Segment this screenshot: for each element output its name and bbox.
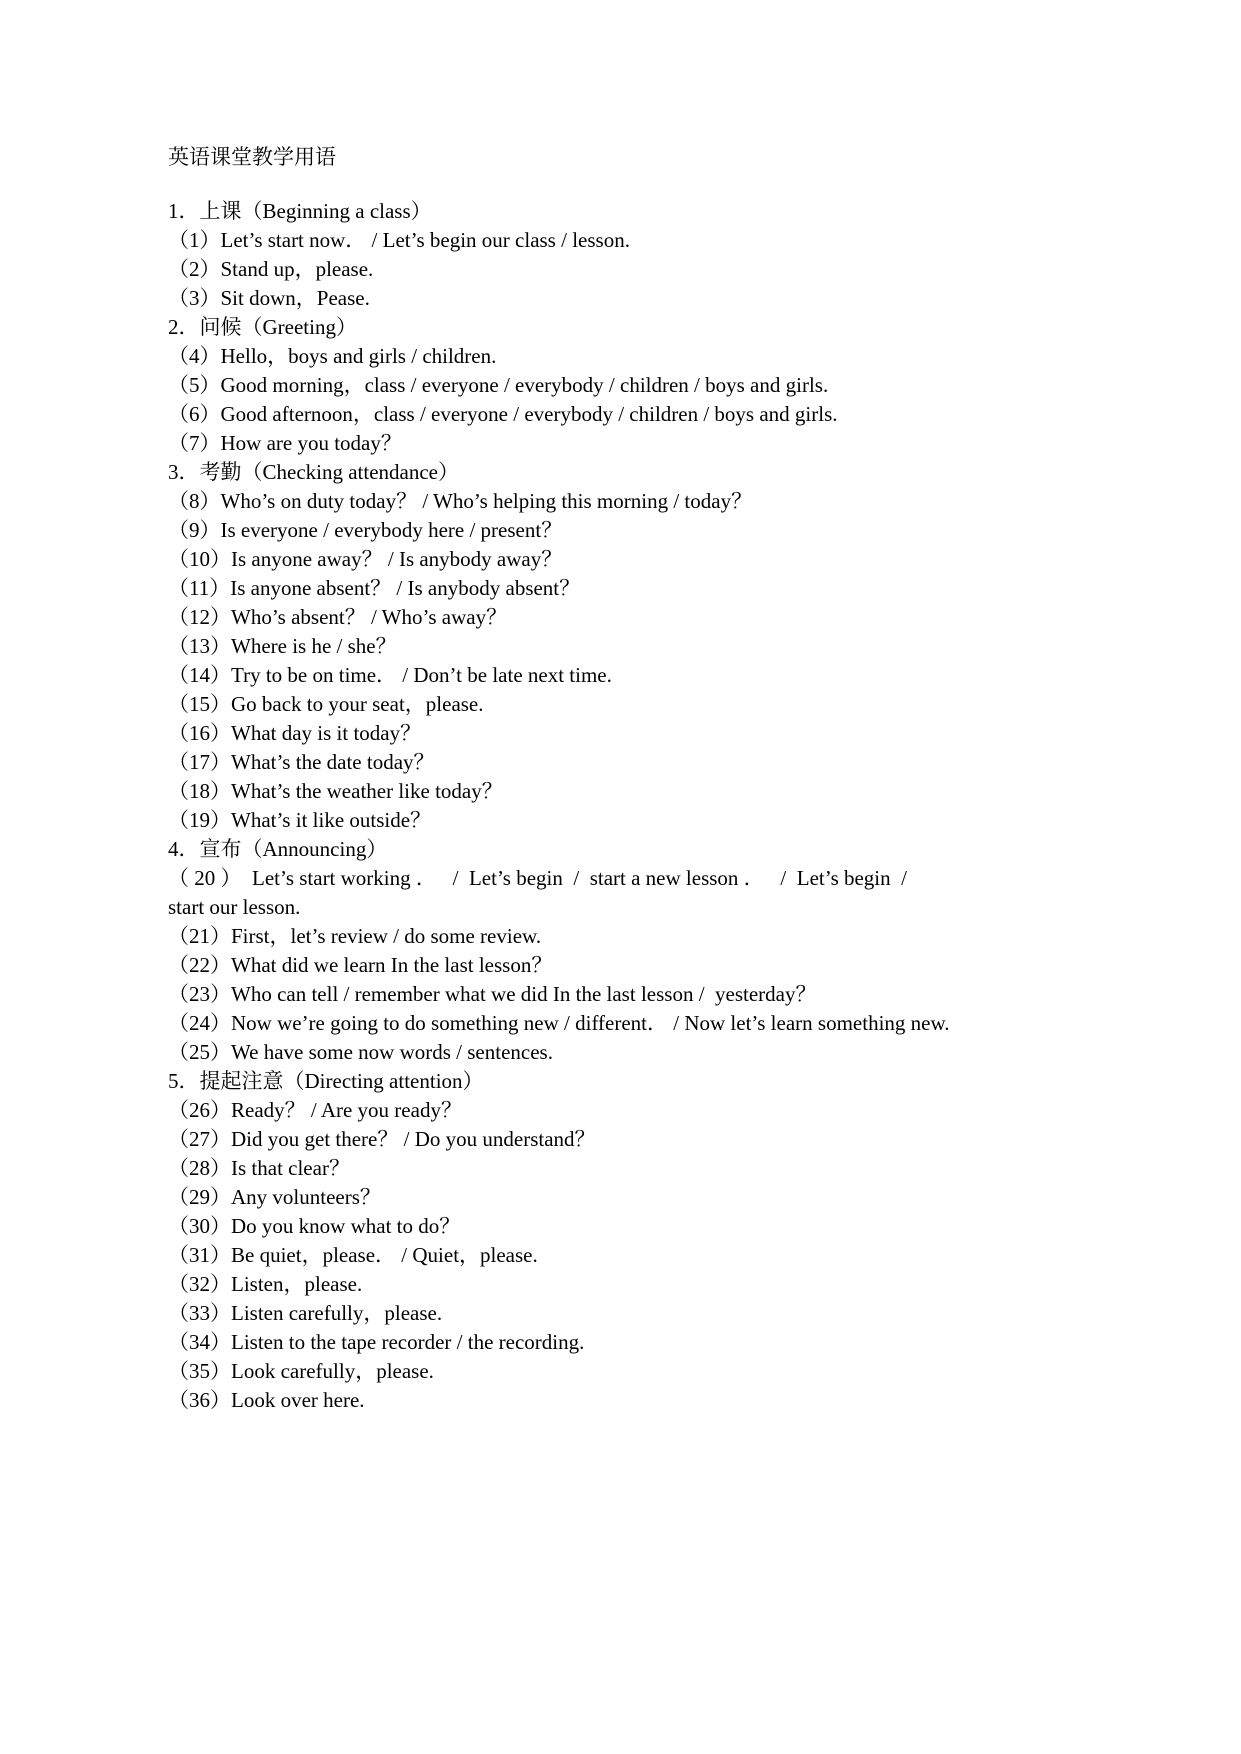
document-content <box>168 143 1080 1415</box>
phrase-item-36: （36）Look over here. <box>168 1388 365 1412</box>
section-heading-5: 5．提起注意（Directing attention） <box>168 1069 484 1093</box>
phrase-item-26: （26）Ready？ / Are you ready？ <box>168 1098 462 1122</box>
phrase-item-12: （12）Who’s absent？ / Who’s away？ <box>168 605 508 629</box>
phrase-item-18: （18）What’s the weather like today？ <box>168 779 503 803</box>
phrase-item-2: （2）Stand up，please. <box>168 257 374 281</box>
phrase-item-28: （28）Is that clear？ <box>168 1156 350 1180</box>
phrase-item-11: （11）Is anyone absent？ / Is anybody absent？ <box>168 576 581 600</box>
phrase-item-19: （19）What’s it like outside？ <box>168 808 432 832</box>
phrase-item-20: （ 20 ） Let’s start working ． / Let’s begin / start a new lesson ． / Let’s begin / <box>168 866 907 890</box>
phrase-item-16: （16）What day is it today？ <box>168 721 422 745</box>
phrase-item-7: （7）How are you today？ <box>168 431 402 455</box>
phrase-item-8: （8）Who’s on duty today？ / Who’s helping this morning / today？ <box>168 489 753 513</box>
phrase-item-34: （34）Listen to the tape recorder / the recording. <box>168 1330 585 1354</box>
phrase-item-4: （4）Hello，boys and girls / children. <box>168 344 497 368</box>
phrase-item-35: （35）Look carefully，please. <box>168 1359 434 1383</box>
phrase-item-10: （10）Is anyone away？ / Is anybody away？ <box>168 547 563 571</box>
document-title: 英语课堂教学用语 <box>168 145 336 169</box>
phrase-item-5: （5）Good morning，class / everyone / everybody / children / boys and girls. <box>168 373 829 397</box>
phrase-item-15: （15）Go back to your seat，please. <box>168 692 484 716</box>
phrase-item-1: （1）Let’s start now． / Let’s begin our class / lesson. <box>168 228 630 252</box>
phrase-item-22: （22）What did we learn In the last lesson？ <box>168 953 553 977</box>
section-heading-1: 1．上课（Beginning a class） <box>168 199 432 223</box>
section-heading-4: 4．宣布（Announcing） <box>168 837 388 861</box>
phrase-item-31: （31）Be quiet，please． / Quiet，please. <box>168 1243 538 1267</box>
phrase-item-17: （17）What’s the date today？ <box>168 750 435 774</box>
phrase-item-30: （30）Do you know what to do？ <box>168 1214 461 1238</box>
phrase-item-9: （9）Is everyone / everybody here / present？ <box>168 518 563 542</box>
phrase-item-33: （33）Listen carefully，please. <box>168 1301 443 1325</box>
phrase-item-13: （13）Where is he / she？ <box>168 634 397 658</box>
phrase-item-6: （6）Good afternoon，class / everyone / everybody / children / boys and girls. <box>168 402 838 426</box>
phrase-item-25: （25）We have some now words / sentences. <box>168 1040 553 1064</box>
section-heading-3: 3．考勤（Checking attendance） <box>168 460 460 484</box>
phrase-item-3: （3）Sit down，Pease. <box>168 286 370 310</box>
phrase-item-21: （21）First，let’s review / do some review. <box>168 924 542 948</box>
phrase-item-29: （29）Any volunteers？ <box>168 1185 381 1209</box>
section-heading-2: 2．问候（Greeting） <box>168 315 357 339</box>
phrase-item-27: （27）Did you get there？ / Do you understand？ <box>168 1127 596 1151</box>
phrase-item-32: （32）Listen，please. <box>168 1272 363 1296</box>
phrase-item-14: （14）Try to be on time． / Don’t be late next time. <box>168 663 612 687</box>
phrase-item-20-continued: start our lesson. <box>168 895 301 919</box>
phrase-item-24: （24）Now we’re going to do something new / different． / Now let’s learn something new. <box>168 1011 950 1035</box>
phrase-item-23: （23）Who can tell / remember what we did In the last lesson / yesterday？ <box>168 982 817 1006</box>
